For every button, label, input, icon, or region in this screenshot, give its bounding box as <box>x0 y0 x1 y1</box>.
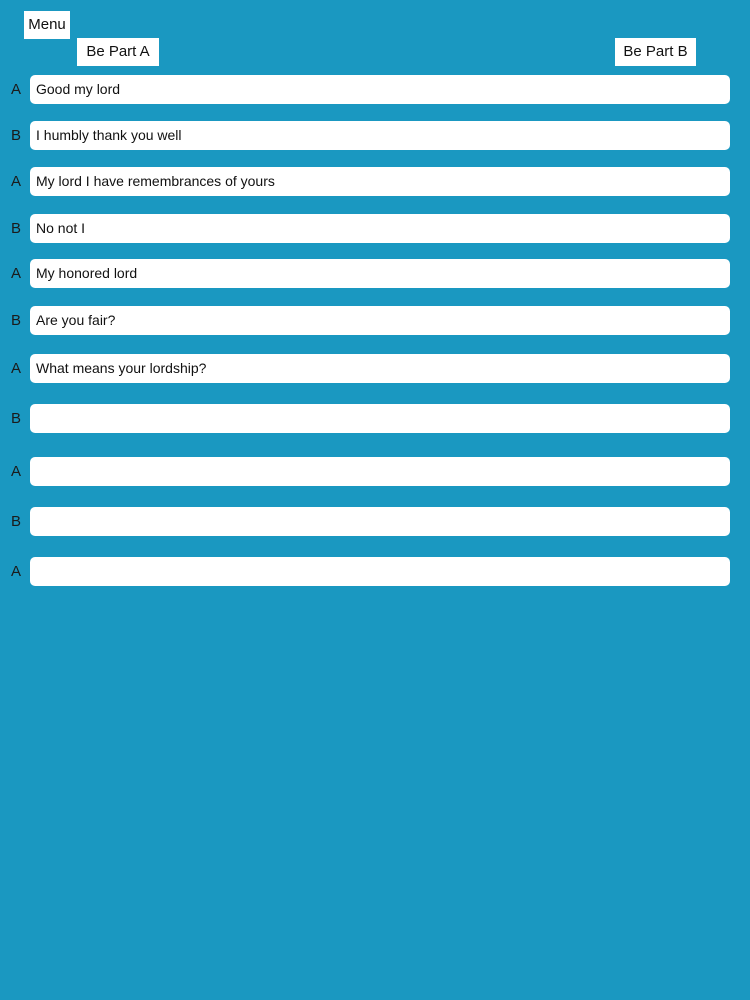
line-input[interactable] <box>30 404 730 433</box>
speaker-label: B <box>10 410 21 427</box>
line-input[interactable] <box>30 557 730 586</box>
script-line-row <box>0 214 750 243</box>
script-line-row <box>0 121 750 150</box>
speaker-label: B <box>10 127 21 144</box>
speaker-label: A <box>10 81 21 98</box>
line-input[interactable] <box>30 354 730 383</box>
be-part-a-button[interactable]: Be Part A <box>77 38 159 66</box>
speaker-label: A <box>10 360 21 377</box>
speaker-label: B <box>10 513 21 530</box>
script-line-row <box>0 167 750 196</box>
line-input[interactable] <box>30 75 730 104</box>
speaker-label: A <box>10 463 21 480</box>
speaker-label: B <box>10 220 21 237</box>
script-line-row <box>0 507 750 536</box>
line-input[interactable] <box>30 259 730 288</box>
script-line-row <box>0 306 750 335</box>
script-line-row <box>0 75 750 104</box>
speaker-label: B <box>10 312 21 329</box>
line-input[interactable] <box>30 214 730 243</box>
be-part-b-button[interactable]: Be Part B <box>615 38 696 66</box>
script-line-row <box>0 354 750 383</box>
speaker-label: A <box>10 563 21 580</box>
speaker-label: A <box>10 265 21 282</box>
line-input[interactable] <box>30 306 730 335</box>
speaker-label: A <box>10 173 21 190</box>
line-input[interactable] <box>30 167 730 196</box>
menu-button[interactable]: Menu <box>24 11 70 39</box>
script-line-row <box>0 404 750 433</box>
script-line-row <box>0 259 750 288</box>
script-line-row <box>0 557 750 586</box>
line-input[interactable] <box>30 507 730 536</box>
script-line-row <box>0 457 750 486</box>
line-input[interactable] <box>30 457 730 486</box>
line-input[interactable] <box>30 121 730 150</box>
